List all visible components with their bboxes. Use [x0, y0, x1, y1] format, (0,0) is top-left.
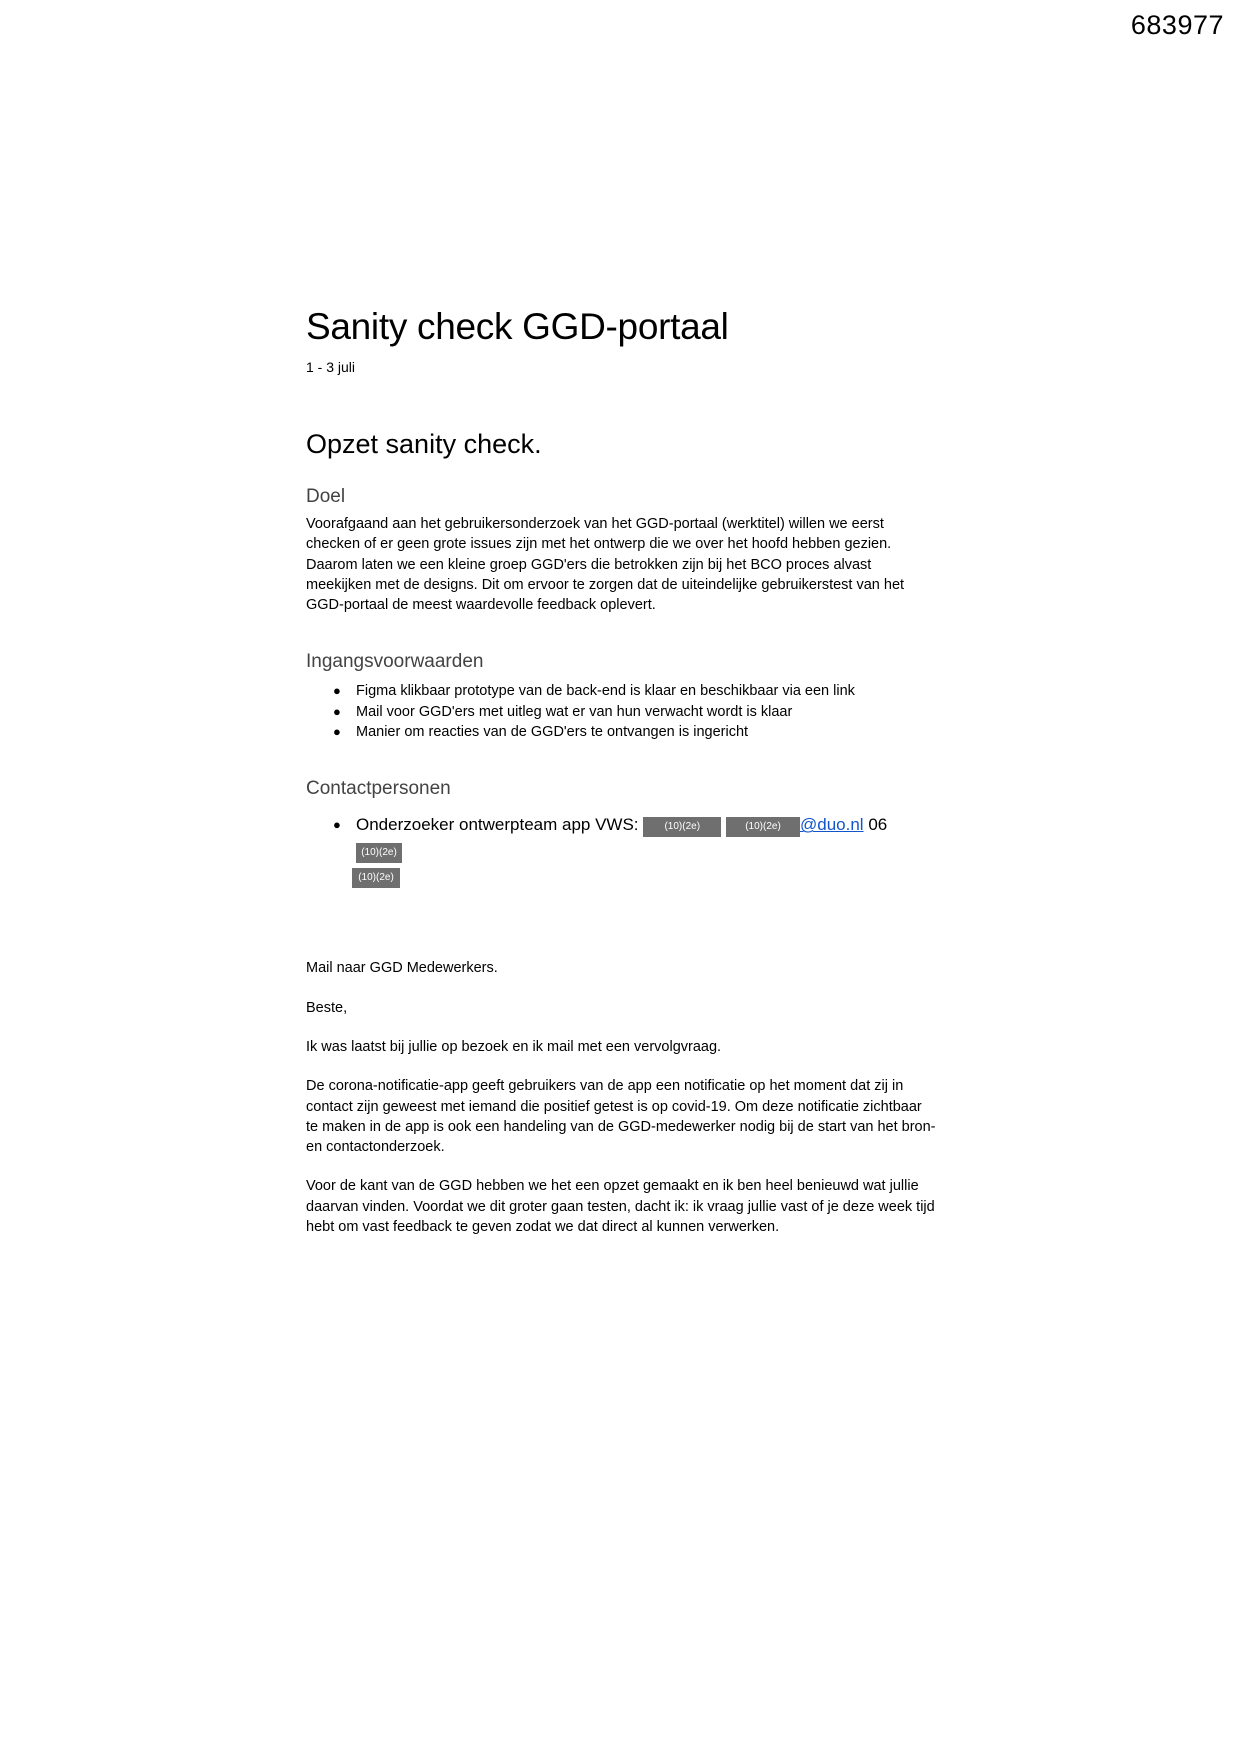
ingangsvoorwaarden-list: [306, 681, 936, 742]
phone-prefix: 06: [868, 815, 888, 835]
contact-continuation: [352, 868, 936, 890]
list-item-text: Manier om reacties van de GGD'ers te ontvangen is ingericht: [356, 724, 749, 741]
doel-heading: Doel: [306, 486, 346, 507]
bullet-icon: ●: [333, 703, 341, 719]
contact-label: Onderzoeker ontwerpteam app VWS:: [356, 815, 639, 835]
ingangsvoorwaarden-heading: Ingangsvoorwaarden: [306, 651, 484, 673]
contact-item: [306, 812, 936, 864]
mail-block: [306, 958, 936, 1237]
section-title: Opzet sanity check.: [306, 429, 542, 459]
list-item: [306, 681, 936, 701]
redaction-box: (10)(2e): [643, 817, 721, 837]
document-date: 1 - 3 juli: [306, 359, 356, 375]
bullet-icon: ●: [333, 683, 341, 699]
document-body: [306, 300, 936, 1256]
mail-greeting: Beste,: [306, 999, 348, 1016]
redaction-box: (10)(2e): [352, 868, 400, 888]
mail-paragraph: De corona-notificatie-app geeft gebruikers van de app een notificatie op het moment dat zij in contact zijn geweest met iemand die positief getest is op covid-19. Om deze notificatie zichtbaar te maken in de app is ook een handeling van de GGD-medewerker nodig bij de start van het bron- en contactonderzoek.: [306, 1078, 936, 1156]
bullet-icon: ●: [333, 817, 341, 833]
list-item: [306, 722, 936, 742]
mail-paragraph: Ik was laatst bij jullie op bezoek en ik mail met een vervolgvraag.: [306, 1038, 722, 1055]
document-title: Sanity check GGD-portaal: [306, 306, 729, 347]
contactpersonen-list: [306, 812, 936, 864]
doel-paragraph: Voorafgaand aan het gebruikersonderzoek van het GGD-portaal (werktitel) willen we eerst checken of er geen grote issues zijn met het ontwerp die we over het hoofd hebben gezien. Daarom laten we een kleine groep GGD'ers die betrokken zijn bij het BCO proces alvast meekijken met de designs. Dit om ervoor te zorgen dat de uiteindelijke gebruikerstest van het GGD-portaal de meest waardevolle feedback oplevert.: [306, 516, 905, 614]
document-number: 683977: [1130, 10, 1224, 40]
email-link[interactable]: @duo.nl: [800, 815, 864, 835]
contactpersonen-heading: Contactpersonen: [306, 778, 451, 800]
mail-paragraph: Voor de kant van de GGD hebben we het een opzet gemaakt en ik ben heel benieuwd wat jullie daarvan vinden. Voordat we dit groter gaan testen, dacht ik: ik vraag jullie vast of je deze week tijd hebt om vast feedback te geven zodat we dat direct al kunnen verwerken.: [306, 1178, 935, 1236]
redaction-box: (10)(2e): [726, 817, 800, 837]
mail-subject: Mail naar GGD Medewerkers.: [306, 960, 498, 977]
redaction-box: (10)(2e): [356, 843, 402, 863]
list-item: [306, 702, 936, 722]
bullet-icon: ●: [333, 724, 341, 740]
list-item-text: Figma klikbaar prototype van de back-end is klaar en beschikbaar via een link: [356, 683, 855, 700]
list-item-text: Mail voor GGD'ers met uitleg wat er van hun verwacht wordt is klaar: [356, 703, 793, 720]
